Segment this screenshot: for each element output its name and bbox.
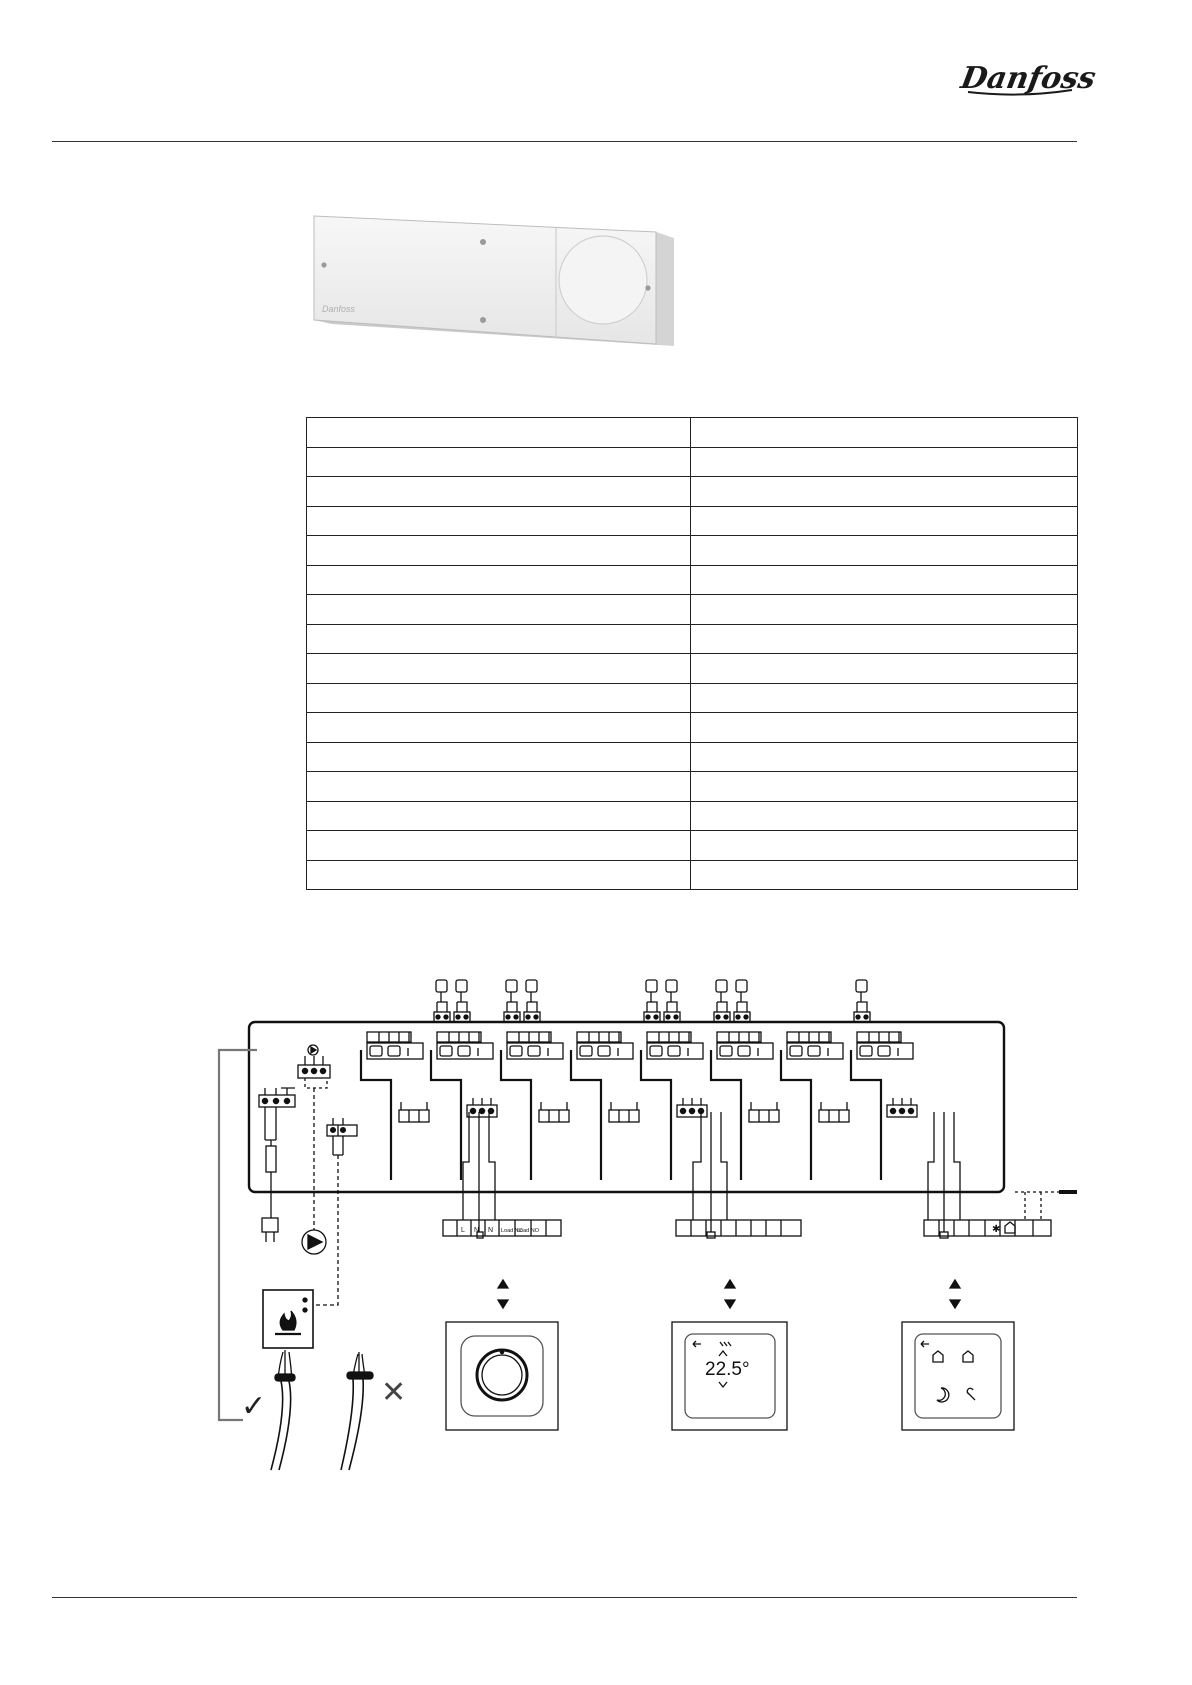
table-cell-label [307, 418, 691, 448]
actuator-group-5 [854, 980, 870, 1022]
plug [262, 1218, 278, 1232]
cross-icon: ✕ [381, 1376, 407, 1409]
channel-5 [641, 1032, 707, 1180]
table-row [307, 565, 1078, 595]
table-cell-value [691, 772, 1078, 802]
table-row [307, 418, 1078, 448]
table-cell-value [691, 683, 1078, 713]
table-cell-value [691, 654, 1078, 684]
wiring-diagram [205, 970, 1105, 1480]
svg-text:Danfoss: Danfoss [958, 61, 1099, 96]
relay-label-n1: N [474, 1227, 480, 1234]
channel-7 [781, 1032, 849, 1180]
actuator-group-2 [504, 980, 540, 1022]
table-cell-value [691, 801, 1078, 831]
check-icon: ✓ [241, 1390, 267, 1423]
controller-box [249, 1022, 1004, 1192]
table-cell-value [691, 742, 1078, 772]
table-cell-value [691, 565, 1078, 595]
thermostat-touch [902, 1322, 1014, 1430]
boiler-terminal [263, 1118, 357, 1348]
spec-table [306, 417, 1078, 890]
relay-label-n2: N [488, 1227, 494, 1234]
table-row [307, 477, 1078, 507]
pump-terminal [298, 1045, 330, 1254]
table-row [307, 860, 1078, 890]
table-cell-label [307, 742, 691, 772]
table-cell-value [691, 506, 1078, 536]
channel-1 [361, 1032, 429, 1180]
table-cell-value [691, 831, 1078, 861]
table-row [307, 772, 1078, 802]
table-row [307, 713, 1078, 743]
actuator-group-1 [434, 980, 470, 1022]
channel-4 [571, 1032, 639, 1180]
table-row [307, 683, 1078, 713]
relay-terminal-strip [443, 1220, 561, 1236]
table-row [307, 506, 1078, 536]
channel-8 [851, 1032, 917, 1180]
cable-example-bad [341, 1352, 406, 1470]
table-cell-label [307, 595, 691, 625]
table-cell-value [691, 536, 1078, 566]
relay-label-l: L [461, 1227, 465, 1234]
table-cell-value [691, 447, 1078, 477]
actuator-group-3 [644, 980, 680, 1022]
thermostat-right [902, 1112, 1077, 1430]
bracket [219, 1050, 257, 1420]
table-cell-label [307, 772, 691, 802]
table-cell-value [691, 477, 1078, 507]
table-cell-label [307, 624, 691, 654]
actuators [434, 980, 870, 1022]
cable-example-good [241, 1350, 295, 1470]
table-cell-label [307, 801, 691, 831]
channel-3 [501, 1032, 569, 1180]
table-cell-label [307, 654, 691, 684]
table-row [307, 831, 1078, 861]
table-cell-label [307, 683, 691, 713]
table-row [307, 742, 1078, 772]
relay-label-load-no: Load NO [517, 1228, 540, 1234]
danfoss-logo [958, 52, 1099, 102]
table-cell-value [691, 713, 1078, 743]
table-row [307, 595, 1078, 625]
table-cell-label [307, 506, 691, 536]
power-terminal [259, 1088, 295, 1242]
channel-2 [431, 1032, 497, 1180]
table-cell-label [307, 477, 691, 507]
thermostat-temp: 22.5° [705, 1359, 750, 1380]
table-cell-value [691, 860, 1078, 890]
footer-rule [52, 1597, 1077, 1598]
thermostat-center [672, 1112, 801, 1430]
table-cell-label [307, 536, 691, 566]
table-row [307, 447, 1078, 477]
table-cell-label [307, 447, 691, 477]
relay-label-load-nc: Load NC [501, 1228, 523, 1234]
channels [361, 1032, 917, 1180]
table-cell-label [307, 565, 691, 595]
table-cell-label [307, 713, 691, 743]
table-cell-value [691, 624, 1078, 654]
table-cell-value [691, 418, 1078, 448]
product-photo [296, 208, 676, 354]
table-row [307, 801, 1078, 831]
table-row [307, 624, 1078, 654]
table-cell-value [691, 595, 1078, 625]
product-logo: Danfoss [322, 304, 356, 314]
thermostat-dial [446, 1322, 558, 1430]
table-row [307, 536, 1078, 566]
header-rule [52, 141, 1077, 142]
actuator-group-4 [714, 980, 750, 1022]
table-row [307, 654, 1078, 684]
table-cell-label [307, 831, 691, 861]
settings-symbol: ✱ [992, 1224, 1001, 1235]
table-cell-label [307, 860, 691, 890]
